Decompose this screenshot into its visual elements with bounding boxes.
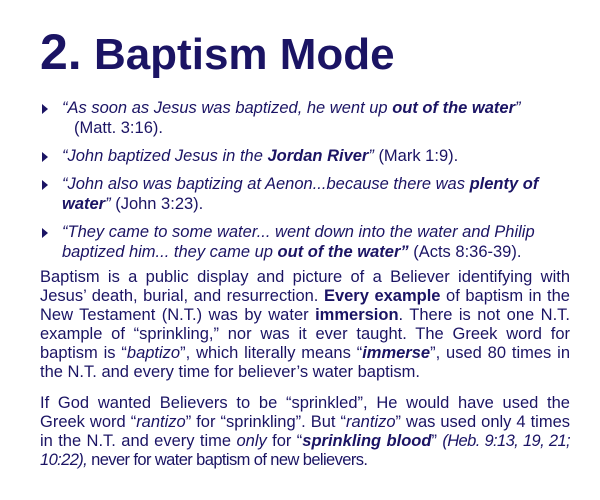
paragraph-text: of baptism in the New Testament (N.T.) was by water [40,287,570,324]
bullet-text-end: ” [515,99,521,117]
bullet-emphasis: out of the water” [277,243,409,261]
paragraph-emphasis: immerse [362,344,431,362]
paragraph-text: never for water baptism of new believers. [87,451,368,469]
paragraph-emphasis: immersion [315,306,399,324]
page-title [40,22,395,85]
greek-word: rantizo [136,413,186,431]
bullet-emphasis: out of the water [392,99,516,117]
bullet-item-matthew [38,98,578,138]
bullet-item-acts [38,222,578,262]
scripture-reference: (Heb. 9:13, 19, 21; 10:22), [40,432,571,469]
bullet-reference: (Acts 8:36-39). [413,243,522,261]
paragraph-text: ”, used 80 times in the N.T. and every time for believer’s water baptism. [40,344,571,381]
paragraph-emphasis: Every example [323,287,441,305]
paragraph-text: Baptism is a public display and picture of a Believer identifying with Jesus’ death, burial, and resurrection. [40,268,570,305]
paragraph-text: ” [431,432,443,450]
paragraph-sprinkling [40,394,570,470]
paragraph-text: ” was used only 4 times in the N.T. and every time [40,413,571,450]
greek-word: baptizo [126,344,181,362]
bullet-emphasis: Jordan River [267,147,369,165]
scripture-bullet-list [38,98,578,270]
paragraph-text: . There is not one N.T. example of “sprinkling,” nor was it ever taught. The Greek word for baptism is “ [40,306,570,362]
paragraph-text: If God wanted Believers to be “sprinkled”, He would have used the Greek word “ [40,394,570,431]
paragraph-text: for “ [266,432,303,450]
bullet-text: “As soon as Jesus was baptized, he went up [62,99,393,117]
bullet-arrow-icon [42,152,48,162]
bullet-arrow-icon [42,180,48,190]
bullet-reference: (John 3:23). [115,195,204,213]
bullet-reference: (Mark 1:9). [378,147,459,165]
paragraph-immersion [40,268,570,382]
paragraph-text: ”, which literally means “ [180,344,363,362]
bullet-arrow-icon [42,104,48,114]
bullet-item-mark [38,146,578,166]
bullet-emphasis: plenty of water [62,175,539,213]
bullet-item-john [38,174,578,214]
title-number: 2. [40,24,82,80]
bullet-text: “John also was baptizing at Aenon...because there was [62,175,470,193]
paragraph-emphasis: only [236,432,267,450]
bullet-text-end: ” [368,147,379,165]
bullet-text: “John baptized Jesus in the [62,147,268,165]
bullet-arrow-icon [42,228,48,238]
greek-word: rantizo [346,413,396,431]
paragraph-emphasis: sprinkling blood [302,432,432,450]
bullet-text-end: ” [105,195,116,213]
paragraph-text: ” for “sprinkling”. But “ [185,413,346,431]
bullet-reference: (Matt. 3:16). [74,119,163,137]
title-text: Baptism Mode [93,30,395,79]
bullet-text: “They came to some water... went down into the water and Philip baptized him... they came up [62,223,535,261]
